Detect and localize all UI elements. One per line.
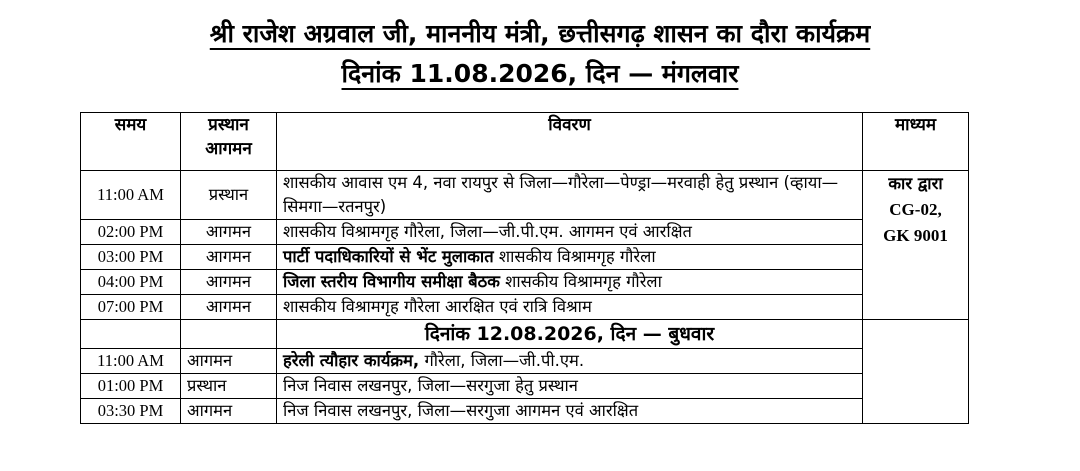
- row-time: 11:00 AM: [81, 171, 181, 220]
- row-action: प्रस्थान: [181, 374, 277, 399]
- row-details-text: गौरेला, जिला—जी.पी.एम.: [419, 351, 585, 370]
- row-details-bold: हरेली त्यौहार कार्यक्रम,: [283, 351, 420, 370]
- page-title: श्री राजेश अग्रवाल जी, माननीय मंत्री, छत्तीसगढ़ शासन का दौरा कार्यक्रम: [209, 19, 871, 48]
- page-subtitle-date: दिनांक 11.08.2026, दिन — मंगलवार: [341, 59, 739, 88]
- empty-cell: [181, 320, 277, 349]
- row-time: 02:00 PM: [81, 220, 181, 245]
- table-row: [81, 295, 969, 320]
- header-time: समय: [81, 113, 181, 171]
- row-time: 11:00 AM: [81, 349, 181, 374]
- row-details: निज निवास लखनपुर, जिला—सरगुजा हेतु प्रस्थान: [277, 374, 863, 399]
- schedule-table: [80, 112, 969, 424]
- row-action: आगमन: [181, 270, 277, 295]
- row-time: 04:00 PM: [81, 270, 181, 295]
- table-row: [81, 220, 969, 245]
- row-time: 01:00 PM: [81, 374, 181, 399]
- row-details-bold: पार्टी पदाधिकारियों से भेंट मुलाकात: [283, 247, 494, 266]
- row-action: आगमन: [181, 295, 277, 320]
- row-details: निज निवास लखनपुर, जिला—सरगुजा आगमन एवं आरक्षित: [277, 399, 863, 424]
- row-details: [277, 349, 863, 374]
- header-details: विवरण: [277, 113, 863, 171]
- row-details: शासकीय आवास एम 4, नवा रायपुर से जिला—गौरेला—पेण्ड्रा—मरवाही हेतु प्रस्थान (व्हाया—सिमगा—रतनपुर): [277, 171, 863, 220]
- row-details: [277, 245, 863, 270]
- medium-cell-empty: [863, 320, 969, 424]
- row-time: 03:00 PM: [81, 245, 181, 270]
- vehicle-number-line2: GK 9001: [883, 226, 948, 245]
- row-action: आगमन: [181, 220, 277, 245]
- row-details-text: शासकीय विश्रामगृह गौरेला: [493, 247, 656, 266]
- row-time: 07:00 PM: [81, 295, 181, 320]
- row-action: आगमन: [181, 399, 277, 424]
- vehicle-number-line1: CG-02,: [889, 200, 942, 219]
- day2-heading-row: [81, 320, 969, 349]
- medium-cell: [863, 171, 969, 320]
- table-row: [81, 374, 969, 399]
- empty-cell: [81, 320, 181, 349]
- row-time: 03:30 PM: [81, 399, 181, 424]
- table-row: [81, 349, 969, 374]
- header-action-line2: आगमन: [205, 139, 252, 159]
- row-details: [277, 270, 863, 295]
- table-row: [81, 399, 969, 424]
- table-row: [81, 270, 969, 295]
- row-action: आगमन: [181, 245, 277, 270]
- table-row: [81, 171, 969, 220]
- row-details-text: शासकीय विश्रामगृह गौरेला: [499, 272, 662, 291]
- header-action: [181, 113, 277, 171]
- row-details: शासकीय विश्रामगृह गौरेला आरक्षित एवं रात्रि विश्राम: [277, 295, 863, 320]
- row-details: शासकीय विश्रामगृह गौरेला, जिला—जी.पी.एम. आगमन एवं आरक्षित: [277, 220, 863, 245]
- day2-heading: दिनांक 12.08.2026, दिन — बुधवार: [277, 320, 863, 349]
- row-action: प्रस्थान: [181, 171, 277, 220]
- table-header-row: [81, 113, 969, 171]
- header-medium: माध्यम: [863, 113, 969, 171]
- header-action-line1: प्रस्थान: [208, 115, 249, 135]
- row-details-bold: जिला स्तरीय विभागीय समीक्षा बैठक: [283, 272, 500, 291]
- row-action: आगमन: [181, 349, 277, 374]
- medium-mode: कार द्वारा: [888, 174, 943, 193]
- table-row: [81, 245, 969, 270]
